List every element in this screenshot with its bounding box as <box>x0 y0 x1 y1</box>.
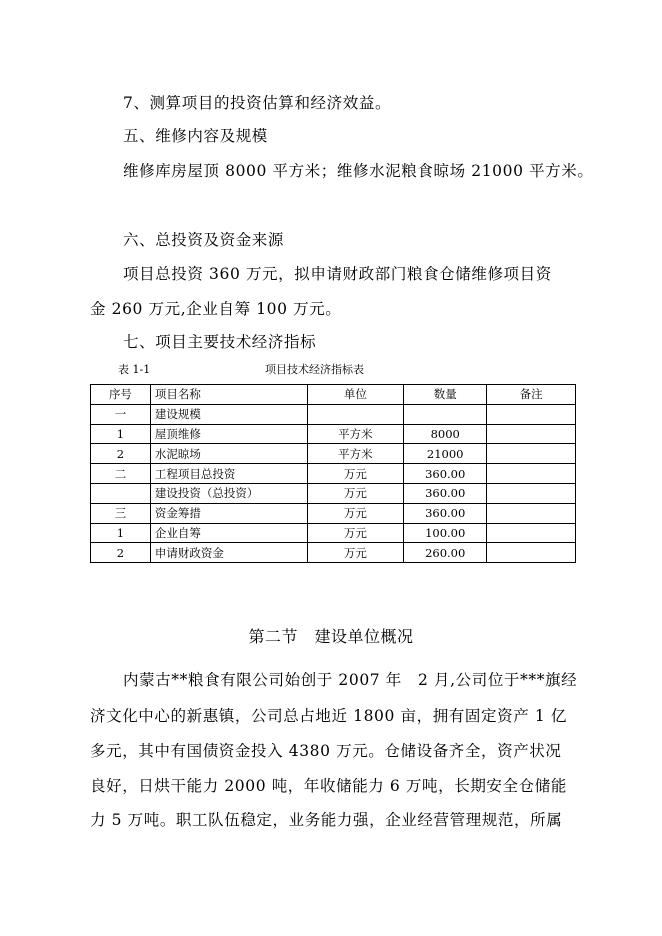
header-item-name: 项目名称 <box>150 385 307 405</box>
cell-quantity: 100.00 <box>404 523 487 543</box>
cell-quantity <box>404 404 487 424</box>
cell-seq: 二 <box>91 464 151 484</box>
cell-seq: 2 <box>91 543 151 563</box>
cell-seq: 一 <box>91 404 151 424</box>
company-overview-line-3: 多元，其中有国债资金投入 4380 万元。仓储设备齐全，资产状况 <box>90 742 562 760</box>
table-caption <box>90 361 576 377</box>
cell-remarks <box>487 424 576 444</box>
cell-quantity: 360.00 <box>404 483 487 503</box>
cell-unit: 万元 <box>307 464 404 484</box>
table-title: 项目技术经济指标表 <box>265 363 364 376</box>
company-overview-line-4: 良好，日烘干能力 2000 吨，年收储能力 6 万吨，长期安全仓储能 <box>90 777 567 795</box>
table-header-row <box>91 385 576 405</box>
heading-section-6: 六、总投资及资金来源 <box>123 231 285 249</box>
cell-remarks <box>487 543 576 563</box>
header-remarks: 备注 <box>487 385 576 405</box>
cell-seq: 三 <box>91 503 151 523</box>
cell-unit: 平方米 <box>307 424 404 444</box>
table-row <box>91 523 576 543</box>
cell-item-name: 资金筹措 <box>150 503 307 523</box>
tech-economic-indicator-table <box>90 384 576 563</box>
company-overview-line-1: 内蒙古**粮食有限公司始创于 2007 年 2 月,公司位于***旗经 <box>123 671 578 689</box>
cell-item-name: 工程项目总投资 <box>150 464 307 484</box>
header-unit: 单位 <box>307 385 404 405</box>
cell-seq <box>91 483 151 503</box>
header-seq: 序号 <box>91 385 151 405</box>
company-overview-line-2: 济文化中心的新惠镇，公司总占地近 1800 亩，拥有固定资产 1 亿 <box>90 707 567 725</box>
cell-quantity: 21000 <box>404 444 487 464</box>
table-row <box>91 424 576 444</box>
cell-seq: 1 <box>91 523 151 543</box>
investment-text-line-1: 项目总投资 360 万元，拟申请财政部门粮食仓储维修项目资 <box>123 265 552 283</box>
cell-quantity: 360.00 <box>404 464 487 484</box>
table-row <box>91 503 576 523</box>
cell-unit: 平方米 <box>307 444 404 464</box>
heading-section-7: 七、项目主要技术经济指标 <box>123 333 317 351</box>
company-overview-line-5: 力 5 万吨。职工队伍稳定，业务能力强，企业经营管理规范，所属 <box>90 811 563 829</box>
cell-seq: 2 <box>91 444 151 464</box>
cell-quantity: 360.00 <box>404 503 487 523</box>
cell-unit: 万元 <box>307 543 404 563</box>
table-number: 表 1-1 <box>118 363 151 376</box>
table-row <box>91 404 576 424</box>
cell-seq: 1 <box>91 424 151 444</box>
cell-remarks <box>487 483 576 503</box>
cell-item-name: 水泥晾场 <box>150 444 307 464</box>
cell-item-name: 企业自筹 <box>150 523 307 543</box>
cell-remarks <box>487 404 576 424</box>
table-row <box>91 464 576 484</box>
cell-item-name: 建设投资（总投资） <box>150 483 307 503</box>
cell-remarks <box>487 523 576 543</box>
cell-remarks <box>487 444 576 464</box>
cell-quantity: 260.00 <box>404 543 487 563</box>
cell-unit: 万元 <box>307 503 404 523</box>
cell-remarks <box>487 464 576 484</box>
section-title: 第二节 建设单位概况 <box>248 627 414 646</box>
cell-unit: 万元 <box>307 523 404 543</box>
cell-item-name: 申请财政资金 <box>150 543 307 563</box>
cell-unit <box>307 404 404 424</box>
cell-quantity: 8000 <box>404 424 487 444</box>
maintenance-content-text: 维修库房屋顶 8000 平方米；维修水泥粮食晾场 21000 平方米。 <box>123 162 594 180</box>
table-row <box>91 483 576 503</box>
heading-section-5: 五、维修内容及规模 <box>123 127 268 145</box>
table-row <box>91 444 576 464</box>
cell-remarks <box>487 503 576 523</box>
cell-unit: 万元 <box>307 483 404 503</box>
header-quantity: 数量 <box>404 385 487 405</box>
investment-text-line-2: 金 260 万元,企业自筹 100 万元。 <box>90 300 342 318</box>
line-item-7: 7、测算项目的投资估算和经济效益。 <box>123 94 392 112</box>
cell-item-name: 屋顶维修 <box>150 424 307 444</box>
table-row <box>91 543 576 563</box>
cell-item-name: 建设规模 <box>150 404 307 424</box>
